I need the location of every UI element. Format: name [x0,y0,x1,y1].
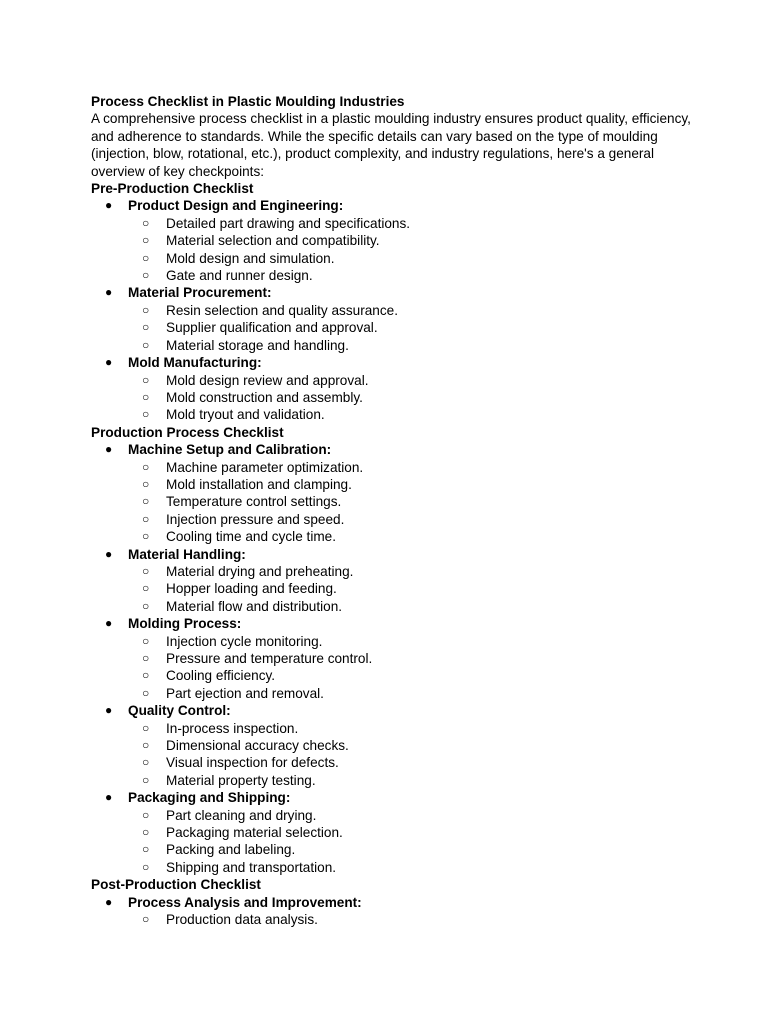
checklist-item [128,859,691,876]
filled-bullet-icon: ● [105,616,113,631]
checklist-item-text: Part ejection and removal. [166,685,324,701]
checklist-item [128,563,691,580]
checklist-group-label: Process Analysis and Improvement: [128,894,362,910]
checklist-item [128,511,691,528]
document-page [91,93,691,929]
checklist-item-text: Material storage and handling. [166,337,349,353]
checklist-item-text: Visual inspection for defects. [166,755,339,771]
checklist-group-list [91,441,691,876]
checklist-item [128,807,691,824]
filled-bullet-icon: ● [105,198,113,213]
checklist-item-text: In-process inspection. [166,720,299,736]
checklist-item [128,232,691,249]
hollow-bullet-icon: ○ [142,407,150,422]
checklist-group [91,284,691,354]
checklist-item [128,633,691,650]
hollow-bullet-icon: ○ [142,807,150,822]
checklist-item [128,685,691,702]
checklist-item-list [128,459,691,546]
checklist-item-text: Machine parameter optimization. [166,459,364,475]
checklist-sections [91,180,691,928]
intro-paragraph: A comprehensive process checklist in a plastic moulding industry ensures product quality, efficiency, and adherence to standards. While the specific details can vary based on the type of moulding (injection, blow, rotational, etc.), product complexity, and industry regulations, here's a general overview of key checkpoints: [91,111,691,179]
checklist-item [128,267,691,284]
hollow-bullet-icon: ○ [142,598,150,613]
checklist-group-label: Mold Manufacturing: [128,355,262,371]
checklist-group [91,702,691,789]
checklist-group-label: Molding Process: [128,616,242,632]
checklist-item-text: Supplier qualification and approval. [166,320,378,336]
hollow-bullet-icon: ○ [142,772,150,787]
checklist-item [128,841,691,858]
checklist-group-label: Quality Control: [128,703,231,719]
hollow-bullet-icon: ○ [142,859,150,874]
checklist-item-list [128,302,691,354]
checklist-item-list [128,563,691,615]
checklist-item [128,650,691,667]
filled-bullet-icon: ● [105,790,113,805]
section-heading: Pre-Production Checklist [91,181,254,197]
checklist-group [91,441,691,545]
checklist-group-label: Machine Setup and Calibration: [128,442,332,458]
hollow-bullet-icon: ○ [142,250,150,265]
checklist-item [128,528,691,545]
hollow-bullet-icon: ○ [142,233,150,248]
section-heading: Production Process Checklist [91,424,284,440]
checklist-item-list [128,633,691,703]
checklist-group [91,894,691,929]
checklist-group [91,615,691,702]
hollow-bullet-icon: ○ [142,511,150,526]
filled-bullet-icon: ● [105,703,113,718]
hollow-bullet-icon: ○ [142,842,150,857]
checklist-item [128,215,691,232]
checklist-item-text: Temperature control settings. [166,494,342,510]
hollow-bullet-icon: ○ [142,581,150,596]
checklist-item [128,754,691,771]
checklist-item-text: Cooling time and cycle time. [166,529,336,545]
hollow-bullet-icon: ○ [142,685,150,700]
checklist-item-text: Resin selection and quality assurance. [166,302,398,318]
hollow-bullet-icon: ○ [142,651,150,665]
checklist-item-text: Production data analysis. [166,912,318,928]
checklist-group [91,546,691,616]
checklist-item [128,598,691,615]
hollow-bullet-icon: ○ [142,215,150,230]
checklist-group-label: Packaging and Shipping: [128,790,291,806]
section-heading: Post-Production Checklist [91,877,261,893]
checklist-item-text: Detailed part drawing and specifications. [166,215,411,231]
checklist-item [128,667,691,684]
checklist-item [128,337,691,354]
checklist-item-list [128,720,691,790]
checklist-item-text: Material drying and preheating. [166,563,354,579]
checklist-item [128,911,691,928]
checklist-item-text: Material selection and compatibility. [166,233,380,249]
checklist-group [91,354,691,424]
hollow-bullet-icon: ○ [142,912,150,927]
checklist-item-text: Pressure and temperature control. [166,651,373,666]
hollow-bullet-icon: ○ [142,268,150,283]
hollow-bullet-icon: ○ [142,494,150,509]
hollow-bullet-icon: ○ [142,337,150,352]
checklist-group-list [91,197,691,423]
checklist-item-text: Injection cycle monitoring. [166,633,323,649]
checklist-item-list [128,807,691,877]
checklist-group-label: Material Handling: [128,546,246,562]
filled-bullet-icon: ● [105,285,113,300]
checklist-item [128,737,691,754]
checklist-item-text: Packing and labeling. [166,842,296,858]
hollow-bullet-icon: ○ [142,529,150,544]
checklist-item [128,720,691,737]
checklist-item-list [128,215,691,285]
checklist-group-label: Material Procurement: [128,285,272,301]
checklist-item-text: Mold tryout and validation. [166,407,325,423]
checklist-item [128,580,691,597]
checklist-item-text: Hopper loading and feeding. [166,581,337,597]
hollow-bullet-icon: ○ [142,563,150,578]
checklist-item-text: Mold design and simulation. [166,250,335,266]
filled-bullet-icon: ● [105,546,113,561]
checklist-item-text: Shipping and transportation. [166,859,337,875]
filled-bullet-icon: ● [105,442,113,457]
checklist-item-text: Material property testing. [166,772,316,788]
checklist-item-text: Part cleaning and drying. [166,807,317,823]
checklist-item-text: Material flow and distribution. [166,598,343,614]
checklist-item-list [128,372,691,424]
checklist-item-list [128,911,691,928]
filled-bullet-icon: ● [105,355,113,370]
checklist-item [128,493,691,510]
checklist-group [91,789,691,876]
checklist-item [128,319,691,336]
hollow-bullet-icon: ○ [142,825,150,840]
checklist-item-text: Mold design review and approval. [166,372,369,388]
checklist-item [128,389,691,406]
hollow-bullet-icon: ○ [142,320,150,335]
checklist-group-list [91,894,691,929]
hollow-bullet-icon: ○ [142,476,150,491]
checklist-item-text: Gate and runner design. [166,268,313,284]
checklist-item-text: Cooling efficiency. [166,668,276,684]
hollow-bullet-icon: ○ [142,755,150,770]
hollow-bullet-icon: ○ [142,459,150,474]
hollow-bullet-icon: ○ [142,633,150,648]
checklist-item-text: Mold construction and assembly. [166,389,363,405]
checklist-item-text: Dimensional accuracy checks. [166,738,349,754]
checklist-item-text: Packaging material selection. [166,825,343,841]
checklist-item [128,372,691,389]
checklist-item-text: Injection pressure and speed. [166,511,345,527]
hollow-bullet-icon: ○ [142,720,150,735]
checklist-item [128,406,691,423]
checklist-item [128,476,691,493]
hollow-bullet-icon: ○ [142,738,150,753]
hollow-bullet-icon: ○ [142,389,150,404]
hollow-bullet-icon: ○ [142,668,150,683]
checklist-item-text: Mold installation and clamping. [166,476,352,492]
document-title: Process Checklist in Plastic Moulding Industries [91,94,405,109]
hollow-bullet-icon: ○ [142,372,150,387]
filled-bullet-icon: ● [105,894,113,909]
checklist-item [128,459,691,476]
checklist-group-label: Product Design and Engineering: [128,198,344,214]
checklist-item [128,302,691,319]
hollow-bullet-icon: ○ [142,302,150,317]
checklist-item [128,250,691,267]
checklist-item [128,772,691,789]
checklist-item [128,824,691,841]
checklist-group [91,197,691,284]
